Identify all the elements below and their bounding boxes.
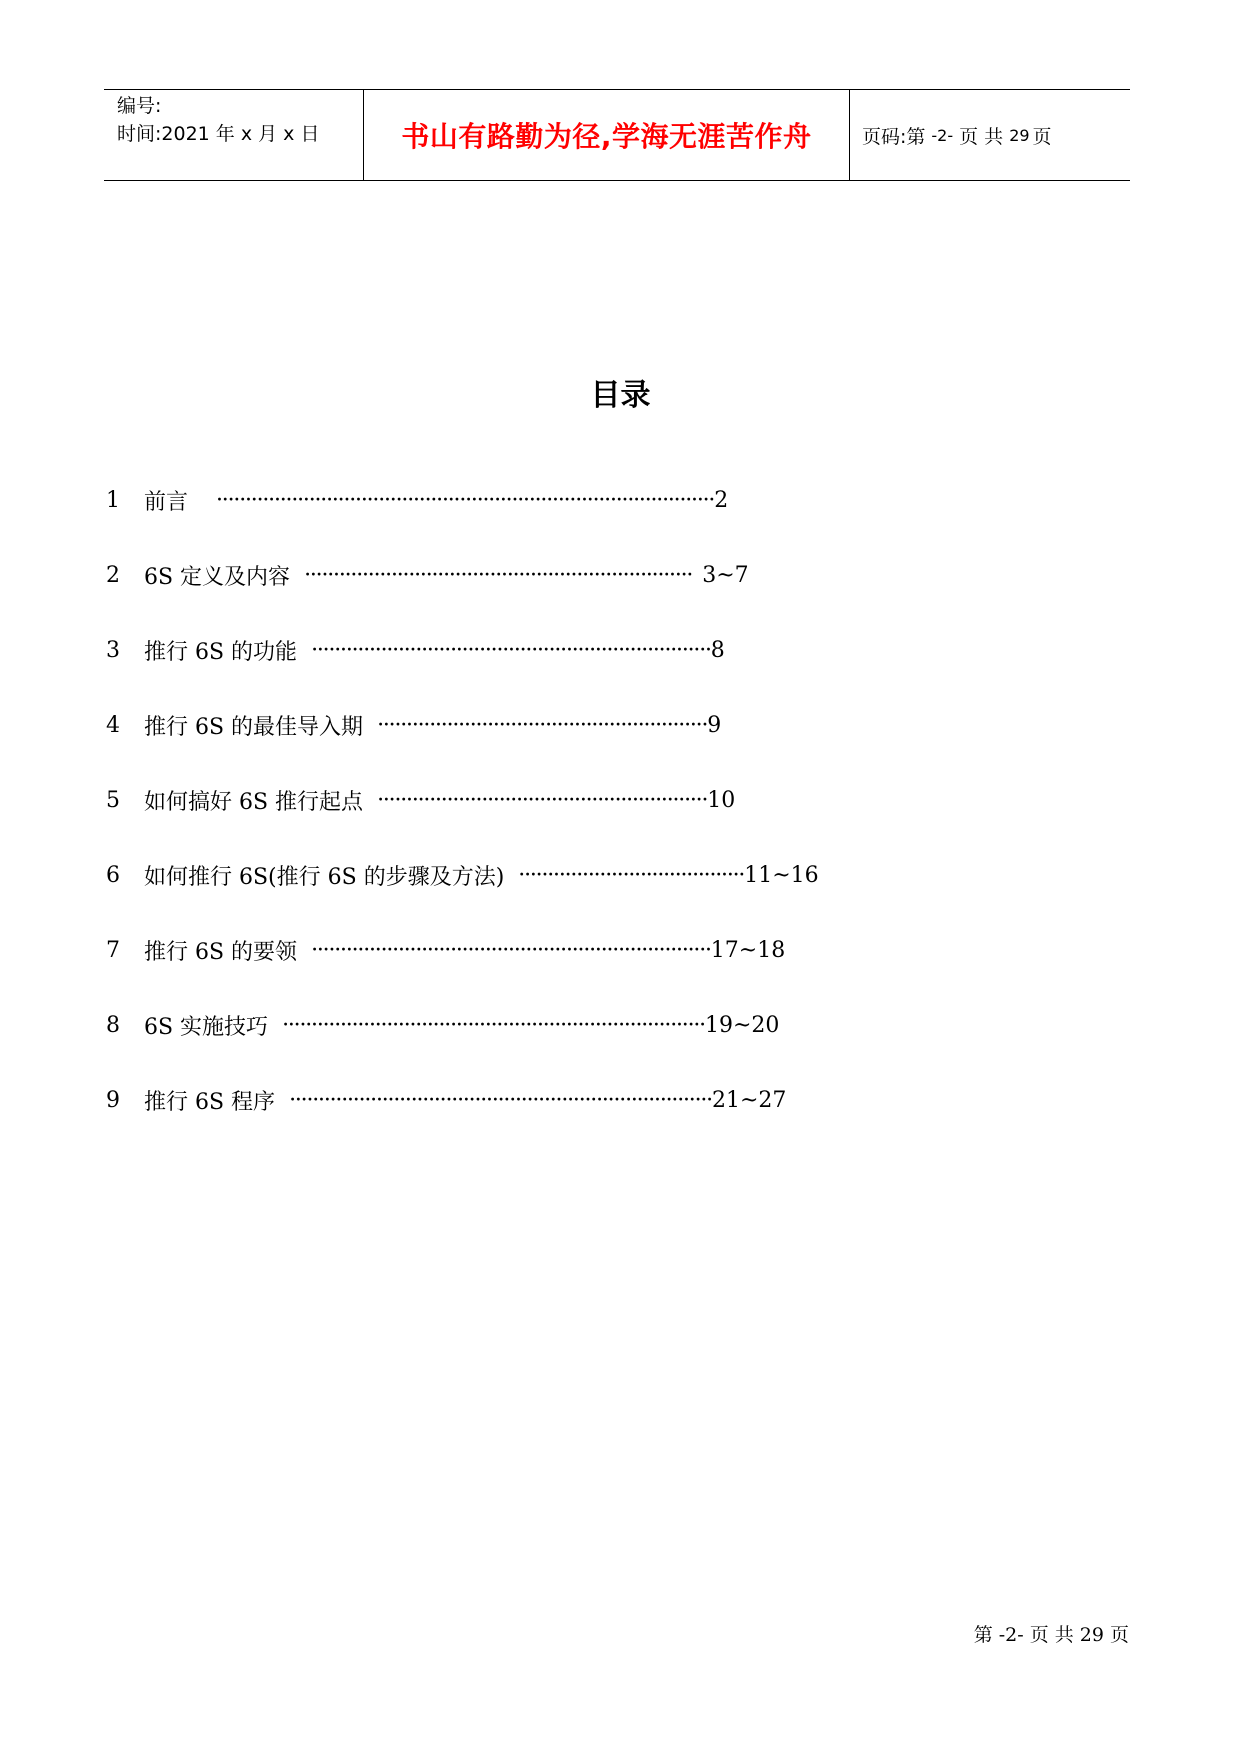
toc-leader-dots: ·························································	[377, 787, 708, 813]
toc-title: 目录	[590, 378, 651, 413]
motto-cell	[364, 90, 850, 180]
toc-label: 6S 定义及内容	[144, 564, 291, 590]
date-label: 时间:2021 年 x 月 x 日	[117, 123, 320, 145]
toc-leader-dots: ·········································································	[289, 1087, 712, 1113]
page-footer: 第 -2- 页 共 29 页	[973, 1624, 1129, 1646]
toc-number: 1	[106, 487, 120, 513]
serial-number-label: 编号:	[117, 95, 162, 117]
toc-page-number: 17~18	[710, 937, 786, 963]
toc-leader-dots: ······················································································	[216, 487, 715, 513]
toc-row[interactable]	[106, 632, 725, 668]
toc-number: 3	[106, 637, 120, 663]
toc-number: 6	[106, 862, 120, 888]
toc-number: 7	[106, 937, 120, 963]
toc-page-number: 11~16	[744, 862, 819, 888]
toc-number: 4	[106, 712, 120, 738]
toc-row[interactable]	[106, 707, 721, 743]
page-total: 29	[1009, 125, 1030, 145]
toc-label: 如何搞好 6S 推行起点	[144, 789, 364, 815]
page-current: -2-	[931, 125, 954, 145]
toc-label: 如何推行 6S(推行 6S 的步骤及方法)	[144, 864, 505, 890]
toc-leader-dots: ···································································	[304, 562, 693, 588]
page-suffix: 页	[1032, 125, 1052, 148]
toc-page-number: 8	[710, 637, 725, 663]
toc-label: 前言	[144, 489, 189, 515]
toc-number: 9	[106, 1087, 120, 1113]
toc-page-number: 21~27	[711, 1087, 787, 1113]
toc-page-number: 2	[714, 487, 729, 513]
toc-leader-dots: ·····································································	[311, 637, 711, 663]
toc-page-number: 9	[707, 712, 722, 738]
toc-row[interactable]	[106, 857, 819, 893]
toc-page-number: 10	[707, 787, 736, 813]
toc-row[interactable]	[106, 1007, 779, 1043]
toc-number: 8	[106, 1012, 120, 1038]
page-number-cell	[850, 90, 1130, 180]
toc-number: 2	[106, 562, 120, 588]
toc-leader-dots: ·······································	[518, 862, 745, 888]
toc-label: 推行 6S 的功能	[144, 639, 298, 665]
toc-row[interactable]	[106, 557, 749, 593]
toc-row[interactable]	[106, 932, 785, 968]
page-prefix: 页码:第	[862, 125, 926, 148]
toc-label: 推行 6S 的最佳导入期	[144, 714, 364, 740]
toc-label: 推行 6S 的要领	[144, 939, 298, 965]
toc-leader-dots: ·························································	[377, 712, 708, 738]
page-mid: 页 共	[959, 125, 1004, 148]
motto-text: 书山有路勤为径,学海无涯苦作舟	[401, 120, 812, 153]
toc-row[interactable]	[106, 482, 728, 518]
toc-number: 5	[106, 787, 120, 813]
toc-label: 推行 6S 程序	[144, 1089, 276, 1115]
toc-leader-dots: ·····································································	[311, 937, 711, 963]
toc-row[interactable]	[106, 1082, 786, 1118]
document-header	[104, 89, 1130, 181]
toc-page-number: 3~7	[702, 562, 749, 588]
toc-label: 6S 实施技巧	[144, 1014, 269, 1040]
toc-leader-dots: ·········································································	[282, 1012, 705, 1038]
toc-row[interactable]	[106, 782, 735, 818]
toc-page-number: 19~20	[704, 1012, 780, 1038]
header-meta-cell	[104, 90, 364, 180]
